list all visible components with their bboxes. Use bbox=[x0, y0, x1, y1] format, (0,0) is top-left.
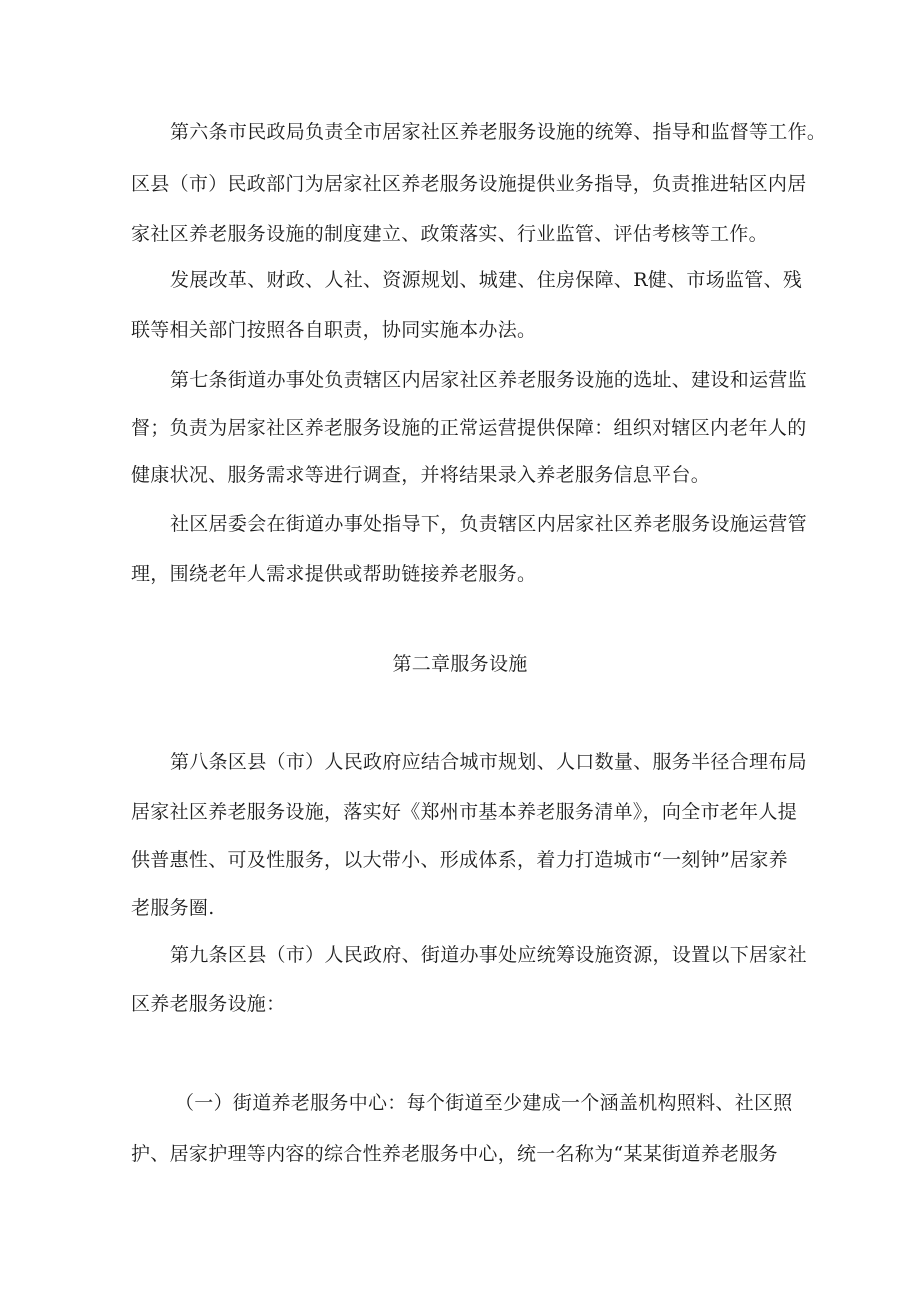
article-9-line-2: 区养老服务设施： bbox=[131, 993, 286, 1015]
departments-line-2: 联等相关部门按照各自职责，协同实施本办法。 bbox=[131, 319, 537, 341]
article-7-line-3: 健康状况、服务需求等进行调查，并将结果录入养老服务信息平台。 bbox=[131, 464, 711, 486]
article-7-line-1: 第七条街道办事处负责辖区内居家社区养老服务设施的选址、建设和运营监 bbox=[170, 369, 807, 391]
article-6-line-2: 区县（市）民政部门为居家社区养老服务设施提供业务指导，负责推进轱区内居 bbox=[131, 173, 807, 195]
article-8-line-4: 老服务圈. bbox=[131, 897, 215, 919]
committee-line-1: 社区居委会在街道办事处指导下，负责辖区内居家社区养老服务设施运营管 bbox=[170, 513, 807, 535]
article-6-line-1: 第六条市民政局负责全市居家社区养老服务设施的统筹、指导和监督等工作。 bbox=[170, 121, 827, 143]
departments-line-1: 发展改革、财政、人社、资源规划、城建、住房保障、R健、市场监管、残 bbox=[170, 269, 803, 291]
chapter-heading: 第二章服务设施 bbox=[392, 653, 528, 675]
article-8-line-1: 第八条区县（市）人民政府应结合城市规划、人口数量、服务半径合理布局 bbox=[170, 751, 807, 773]
article-8-line-3: 供普惠性、可及性服务，以大带小、形成体系，着力打造城市“一刻钟”居家养 bbox=[131, 849, 788, 871]
article-8-line-2: 居家社区养老服务设施，落实好《郑州市基本养老服务清单》，向全市老年人提 bbox=[131, 801, 798, 823]
article-6-line-3: 家社区养老服务设施的制度建立、政策落实、行业监管、评估考核等工作。 bbox=[131, 223, 768, 245]
article-9-line-1: 第九条区县（市）人民政府、街道办事处应统筹设施资源，设置以下居家社 bbox=[170, 944, 807, 966]
item-1-line-1: （一）街道养老服务中心：每个街道至少建成一个涵盖机构照料、社区照 bbox=[175, 1092, 793, 1114]
committee-line-2: 理，围绕老年人需求提供或帮助链接养老服务。 bbox=[131, 563, 537, 585]
item-1-line-2: 护、居家护理等内容的综合性养老服务中心，统一名称为“某某街道养老服务 bbox=[131, 1143, 778, 1165]
article-7-line-2: 督；负责为居家社区养老服务设施的正常运营提供保障：组织对辖区内老年人的 bbox=[131, 417, 807, 439]
